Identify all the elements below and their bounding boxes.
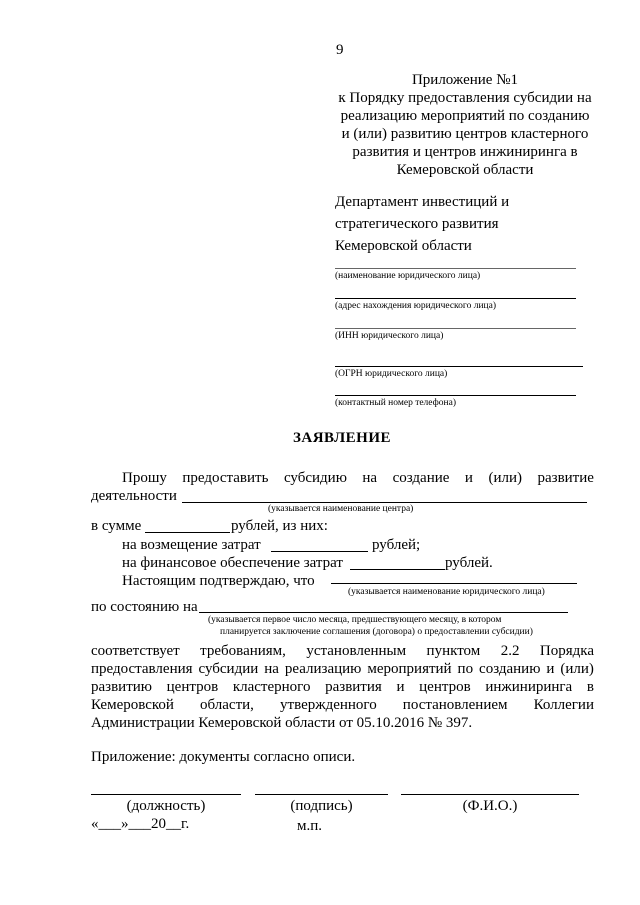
word: и xyxy=(464,470,473,486)
sum-suffix: рублей, из них: xyxy=(231,518,328,534)
applicant-phone-hint: (контактный номер телефона) xyxy=(335,398,456,408)
word: Порядка xyxy=(539,643,594,659)
header-line: реализацию мероприятий по созданию xyxy=(340,108,590,124)
addressee-line: Департамент инвестиций и xyxy=(335,194,510,210)
paragraph-line xyxy=(91,642,594,660)
paragraph-line xyxy=(91,660,594,678)
header-line: Кемеровской области xyxy=(396,162,534,178)
position-label: (должность) xyxy=(126,798,206,814)
as-of-label: по состоянию на xyxy=(91,599,198,615)
costs-field[interactable] xyxy=(271,551,368,552)
word: центров xyxy=(419,679,471,695)
word: Кемеровской xyxy=(91,697,174,713)
header-line: развития и центров инжиниринга в xyxy=(352,144,578,160)
entity-name-field[interactable] xyxy=(331,583,577,584)
document-title: ЗАЯВЛЕНИЕ xyxy=(292,430,392,446)
word: развития xyxy=(325,679,382,695)
finance-suffix: рублей. xyxy=(445,555,493,571)
signature-label: (подпись) xyxy=(290,798,353,814)
applicant-name-line[interactable] xyxy=(335,268,576,269)
word: инжиниринга xyxy=(485,679,573,695)
date-hint-line-1: (указывается первое число месяца, предшествующего месяцу, в котором xyxy=(208,615,502,625)
word: области, xyxy=(200,697,254,713)
paragraph-line xyxy=(91,678,594,696)
word: и xyxy=(546,661,555,677)
paragraph-line xyxy=(91,696,594,714)
applicant-name-hint: (наименование юридического лица) xyxy=(335,271,481,281)
word: кластерного xyxy=(232,679,311,695)
finance-field[interactable] xyxy=(350,569,445,570)
date-hint-line-2: планируется заключение соглашения (договора) о предоставлении субсидии) xyxy=(220,627,533,637)
applicant-phone-line[interactable] xyxy=(335,395,576,396)
word: утвержденного xyxy=(280,697,377,713)
word: Коллегии xyxy=(533,697,594,713)
word: (или) xyxy=(560,661,594,677)
word: по xyxy=(457,661,474,677)
word: (или) xyxy=(488,470,522,486)
word: субсидию xyxy=(283,470,347,486)
as-of-field[interactable] xyxy=(199,612,568,613)
word: на xyxy=(362,470,378,486)
full-name-field[interactable] xyxy=(401,794,579,795)
costs-suffix: рублей; xyxy=(372,537,421,553)
header-line: к Порядку предоставления субсидии на xyxy=(338,90,592,106)
applicant-ogrn-line[interactable] xyxy=(335,366,583,367)
entity-name-hint: (указывается наименование юридического лица) xyxy=(348,587,545,597)
word: установленным xyxy=(306,643,407,659)
word: пунктом xyxy=(426,643,481,659)
word: развитие xyxy=(537,470,594,486)
page-number: 9 xyxy=(336,42,344,58)
applicant-address-line[interactable] xyxy=(335,298,576,299)
applicant-ogrn-hint: (ОГРН юридического лица) xyxy=(335,369,448,379)
word: постановлением xyxy=(402,697,508,713)
word: предоставления xyxy=(91,661,193,677)
stamp-place: м.п. xyxy=(297,818,323,834)
finance-label: на финансовое обеспечение затрат xyxy=(122,555,343,571)
header-line: и (или) развитию центров кластерного xyxy=(341,126,589,142)
signature-field[interactable] xyxy=(255,794,388,795)
full-name-label: (Ф.И.О.) xyxy=(462,798,518,814)
word: создание xyxy=(392,470,450,486)
attachment-note: Приложение: документы согласно описи. xyxy=(91,749,356,765)
paragraph-last-line: Администрации Кемеровской области от 05.10.2016 № 397. xyxy=(91,715,473,731)
activity-label: деятельности xyxy=(91,488,177,504)
header-line: Приложение №1 xyxy=(411,72,519,88)
position-field[interactable] xyxy=(91,794,241,795)
request-line xyxy=(122,469,594,487)
word: 2.2 xyxy=(500,643,520,659)
word: предоставить xyxy=(182,470,269,486)
sum-label: в сумме xyxy=(91,518,142,534)
word: реализацию xyxy=(284,661,362,677)
addressee-line: стратегического развития xyxy=(335,216,499,232)
word: мероприятий xyxy=(367,661,452,677)
confirm-label: Настоящим подтверждаю, что xyxy=(122,573,315,589)
applicant-inn-line[interactable] xyxy=(335,328,576,329)
center-name-hint: (указывается наименование центра) xyxy=(268,504,414,514)
word: субсидии xyxy=(198,661,259,677)
word: Прошу xyxy=(122,470,167,486)
word: центров xyxy=(166,679,219,695)
word: соответствует xyxy=(91,643,180,659)
word: созданию xyxy=(479,661,541,677)
word: и xyxy=(396,679,405,695)
word: развитию xyxy=(91,679,152,695)
applicant-address-hint: (адрес нахождения юридического лица) xyxy=(335,301,496,311)
sum-field[interactable] xyxy=(145,532,230,533)
date-field[interactable]: «___»___20__г. xyxy=(91,816,190,832)
word: в xyxy=(586,679,594,695)
addressee-block xyxy=(335,191,509,257)
addressee-line: Кемеровской области xyxy=(335,238,472,254)
applicant-inn-hint: (ИНН юридического лица) xyxy=(335,331,444,341)
center-name-field[interactable] xyxy=(182,502,587,503)
word: требованиям, xyxy=(200,643,286,659)
costs-label: на возмещение затрат xyxy=(122,537,261,553)
word: на xyxy=(264,661,279,677)
appendix-header xyxy=(330,71,600,179)
